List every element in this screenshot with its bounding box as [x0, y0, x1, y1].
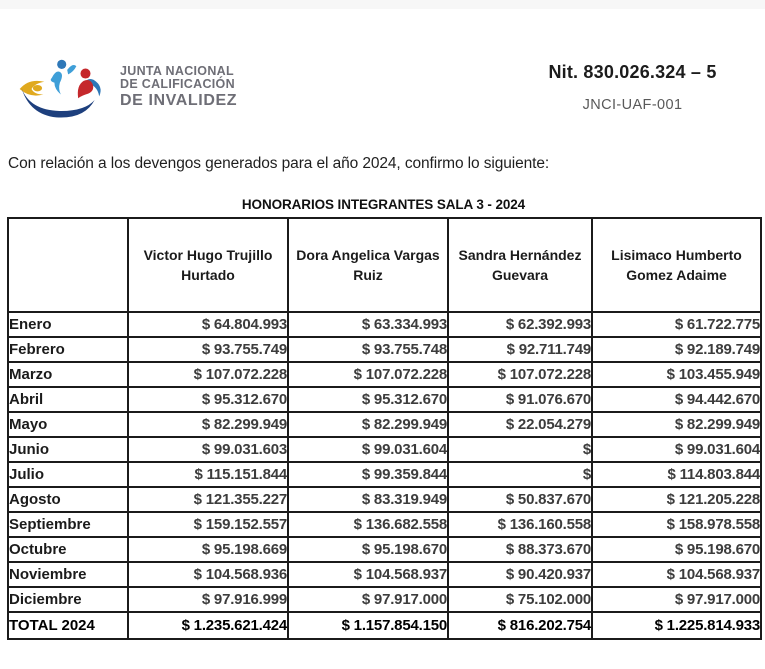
- total-row: [8, 612, 761, 639]
- table-row: [8, 537, 761, 562]
- amount-cell: $ 159.152.557: [128, 512, 288, 537]
- empty-corner-cell: [8, 218, 128, 312]
- column-header: Dora Angelica Vargas Ruiz: [288, 218, 448, 312]
- honorarios-table-section: [7, 197, 760, 640]
- table-row: [8, 462, 761, 487]
- table-row: [8, 362, 761, 387]
- table-row: [8, 437, 761, 462]
- amount-cell: $ 107.072.228: [448, 362, 592, 387]
- org-name-line3: DE INVALIDEZ: [120, 91, 238, 109]
- month-label: Mayo: [8, 412, 128, 437]
- amount-cell: $ 50.837.670: [448, 487, 592, 512]
- intro-paragraph: Con relación a los devengos generados para el año 2024, confirmo lo siguiente:: [8, 155, 550, 172]
- page-top-strip: [0, 0, 765, 9]
- amount-cell: $ 97.916.999: [128, 587, 288, 612]
- month-label: Septiembre: [8, 512, 128, 537]
- amount-cell: $ 1.157.854.150: [288, 612, 448, 639]
- amount-cell: $ 97.917.000: [288, 587, 448, 612]
- amount-cell: $ 104.568.936: [128, 562, 288, 587]
- amount-cell: $ 90.420.937: [448, 562, 592, 587]
- amount-cell: $ 94.442.670: [592, 387, 761, 412]
- month-label: Junio: [8, 437, 128, 462]
- amount-cell: $ 92.711.749: [448, 337, 592, 362]
- column-header: Lisimaco Humberto Gomez Adaime: [592, 218, 761, 312]
- amount-cell: $ 99.031.603: [128, 437, 288, 462]
- total-label: TOTAL 2024: [8, 612, 128, 639]
- amount-cell: $ 83.319.949: [288, 487, 448, 512]
- org-name-line1: JUNTA NACIONAL: [120, 63, 234, 78]
- amount-cell: $ 95.312.670: [288, 387, 448, 412]
- document-id-block: [520, 62, 745, 113]
- table-row: [8, 562, 761, 587]
- amount-cell: $ 95.198.670: [592, 537, 761, 562]
- amount-cell: $ 93.755.748: [288, 337, 448, 362]
- amount-cell: $ 64.804.993: [128, 312, 288, 337]
- column-header: Sandra Hernández Guevara: [448, 218, 592, 312]
- amount-cell: $ 97.917.000: [592, 587, 761, 612]
- amount-cell: $ 82.299.949: [128, 412, 288, 437]
- amount-cell: $ 99.031.604: [592, 437, 761, 462]
- month-label: Enero: [8, 312, 128, 337]
- column-header: Victor Hugo Trujillo Hurtado: [128, 218, 288, 312]
- amount-cell: $ 63.334.993: [288, 312, 448, 337]
- month-label: Abril: [8, 387, 128, 412]
- amount-cell: $ 115.151.844: [128, 462, 288, 487]
- month-label: Octubre: [8, 537, 128, 562]
- amount-cell: $ 22.054.279: [448, 412, 592, 437]
- month-label: Julio: [8, 462, 128, 487]
- form-code: JNCI-UAF-001: [582, 97, 683, 113]
- org-name-line2: DE CALIFICACIÓN: [120, 77, 235, 92]
- amount-cell: $ 62.392.993: [448, 312, 592, 337]
- amount-cell: $ 95.312.670: [128, 387, 288, 412]
- table-row: [8, 412, 761, 437]
- amount-cell: $ 82.299.949: [592, 412, 761, 437]
- amount-cell: $ 1.225.814.933: [592, 612, 761, 639]
- amount-cell: $ 103.455.949: [592, 362, 761, 387]
- amount-cell: $ 61.722.775: [592, 312, 761, 337]
- org-logo: [16, 56, 237, 118]
- month-label: Febrero: [8, 337, 128, 362]
- amount-cell: $ 95.198.670: [288, 537, 448, 562]
- nit-number: Nit. 830.026.324 – 5: [548, 62, 717, 82]
- amount-cell: $ 104.568.937: [288, 562, 448, 587]
- table-row: [8, 387, 761, 412]
- amount-cell: $ 75.102.000: [448, 587, 592, 612]
- amount-cell: $ 158.978.558: [592, 512, 761, 537]
- table-row: [8, 587, 761, 612]
- org-logo-text: [120, 65, 237, 109]
- amount-cell: $ 82.299.949: [288, 412, 448, 437]
- month-label: Marzo: [8, 362, 128, 387]
- table-header-row: [8, 218, 761, 312]
- amount-cell: $ 104.568.937: [592, 562, 761, 587]
- amount-cell: $: [448, 437, 592, 462]
- amount-cell: $ 136.682.558: [288, 512, 448, 537]
- amount-cell: $ 107.072.228: [288, 362, 448, 387]
- month-label: Agosto: [8, 487, 128, 512]
- amount-cell: $ 114.803.844: [592, 462, 761, 487]
- amount-cell: $ 1.235.621.424: [128, 612, 288, 639]
- amount-cell: $: [448, 462, 592, 487]
- amount-cell: $ 92.189.749: [592, 337, 761, 362]
- table-row: [8, 512, 761, 537]
- amount-cell: $ 88.373.670: [448, 537, 592, 562]
- amount-cell: $ 99.031.604: [288, 437, 448, 462]
- month-label: Noviembre: [8, 562, 128, 587]
- honorarios-table: [7, 217, 762, 640]
- amount-cell: $ 107.072.228: [128, 362, 288, 387]
- table-row: [8, 487, 761, 512]
- amount-cell: $ 121.205.228: [592, 487, 761, 512]
- amount-cell: $ 816.202.754: [448, 612, 592, 639]
- amount-cell: $ 121.355.227: [128, 487, 288, 512]
- amount-cell: $ 99.359.844: [288, 462, 448, 487]
- amount-cell: $ 95.198.669: [128, 537, 288, 562]
- amount-cell: $ 136.160.558: [448, 512, 592, 537]
- table-row: [8, 337, 761, 362]
- table-row: [8, 312, 761, 337]
- amount-cell: $ 91.076.670: [448, 387, 592, 412]
- junta-nacional-logo-icon: [16, 56, 112, 118]
- month-label: Diciembre: [8, 587, 128, 612]
- amount-cell: $ 93.755.749: [128, 337, 288, 362]
- table-title: HONORARIOS INTEGRANTES SALA 3 - 2024: [241, 197, 526, 212]
